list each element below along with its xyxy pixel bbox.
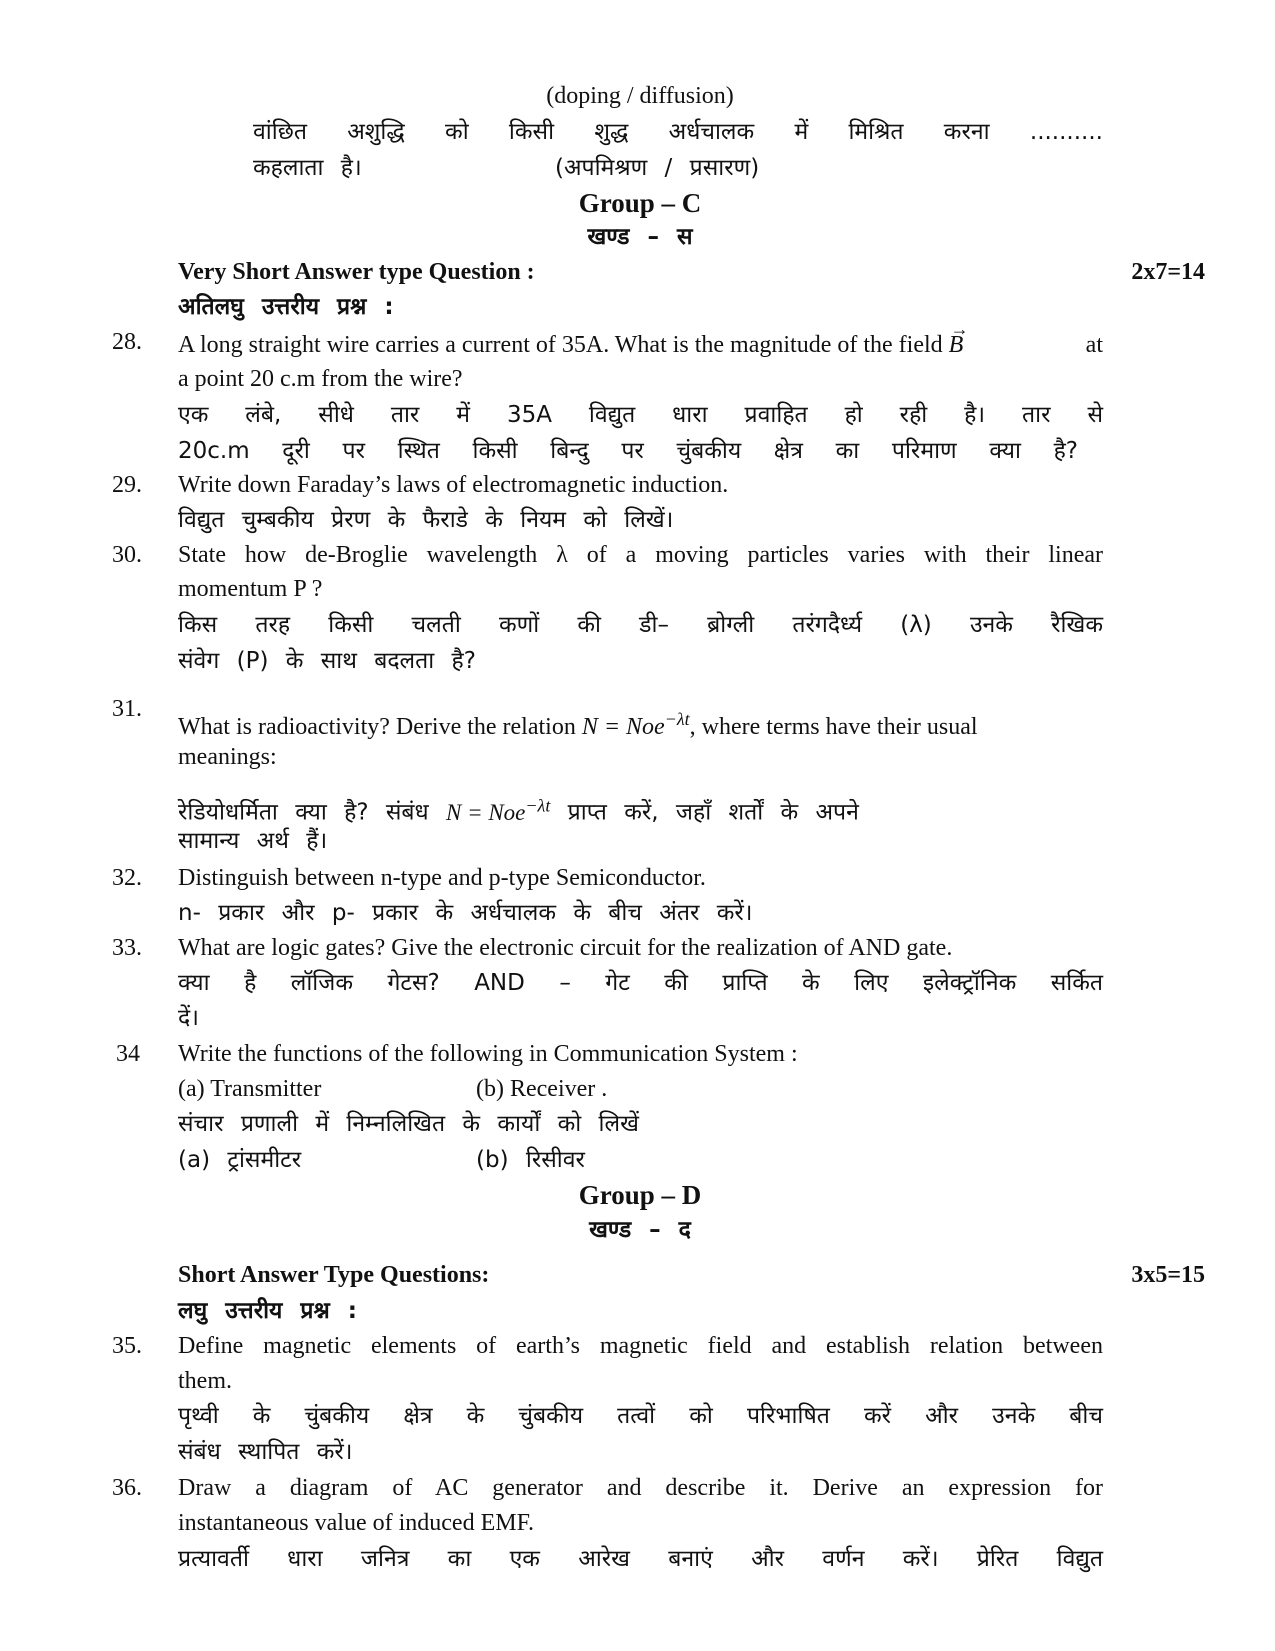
q28-hi-line-2: 20c.m दूरी पर स्थित किसी बिन्दु पर चुंबकीय क्षेत्र का परिमाण क्या है?	[178, 438, 1078, 464]
group-c-heading: Very Short Answer type Question :	[178, 259, 535, 285]
q34-option-b: (b) Receiver .	[476, 1076, 608, 1102]
group-c-heading-hindi: अतिलघु उत्तरीय प्रश्न :	[178, 294, 394, 320]
field-symbol: → B	[948, 319, 969, 358]
q28-en-text: A long straight wire carries a current of 35A. What is the magnitude of the field	[178, 332, 943, 358]
q34-hi-option-a: (a) ट्रांसमीटर	[178, 1147, 302, 1173]
q35-en-line-2: them.	[178, 1368, 232, 1394]
q34-hi: संचार प्रणाली में निम्नलिखित के कार्यों को लिखें	[178, 1111, 639, 1137]
q28-en-line-2: a point 20 c.m from the wire?	[178, 366, 463, 392]
group-c-marks: 2x7=14	[1131, 259, 1205, 285]
decay-formula: N = Noe$^{-\lambda t}$	[581, 709, 690, 740]
group-d-marks: 3x5=15	[1131, 1262, 1205, 1288]
group-d-title-hindi: खण्ड – द	[589, 1217, 691, 1243]
q35-en-line-1: Define magnetic elements of earth’s magnetic field and establish relation between	[178, 1333, 1103, 1359]
options-en: (doping / diffusion)	[546, 83, 734, 109]
top-hindi-line-1: वांछित अशुद्धि को किसी शुद्ध अर्धचालक में मिश्रित करना ..........	[253, 119, 1103, 145]
question-number: 32.	[112, 865, 142, 891]
q35-hi-line-2: संबंध स्थापित करें।	[178, 1439, 353, 1465]
q33-en: What are logic gates? Give the electronic circuit for the realization of AND gate.	[178, 935, 953, 961]
question-number: 36.	[112, 1475, 142, 1501]
q29-en: Write down Faraday’s laws of electromagnetic induction.	[178, 472, 729, 498]
q34-en: Write the functions of the following in Communication System :	[178, 1041, 798, 1067]
q33-hi-line-1: क्या है लॉजिक गेटस? AND – गेट की प्राप्ति के लिए इलेक्ट्रॉनिक सर्कित	[178, 970, 1103, 996]
question-number: 34	[116, 1041, 140, 1067]
q31-hi-text-2: प्राप्त करें, जहाँ शर्तों के अपने	[567, 799, 859, 826]
question-number: 29.	[112, 472, 142, 498]
group-c-title: Group – C	[578, 188, 702, 218]
top-hindi-line-2b: (अपमिश्रण / प्रसारण)	[555, 155, 760, 181]
question-number: 28.	[112, 329, 142, 355]
q35-hi-line-1: पृथ्वी के चुंबकीय क्षेत्र के चुंबकीय तत्वों को परिभाषित करें और उनके बीच	[178, 1403, 1103, 1429]
question-number: 33.	[112, 935, 142, 961]
q31-en-text: What is radioactivity? Derive the relation	[178, 714, 576, 740]
q31-hi-text: रेडियोधर्मिता क्या है? संबंध	[178, 799, 429, 826]
q30-en-line-1: State how de-Broglie wavelength λ of a moving particles varies with their linear	[178, 542, 1103, 568]
q28-en-line-1	[178, 319, 1103, 360]
q32-en: Distinguish between n-type and p-type Semiconductor.	[178, 865, 706, 891]
q28-en-at: at	[1085, 332, 1103, 358]
q31-en-line-1	[178, 704, 1103, 742]
question-number: 35.	[112, 1333, 142, 1359]
top-hindi-line-2a: कहलाता है।	[253, 155, 362, 181]
question-number: 30.	[112, 542, 142, 568]
q36-en-line-1: Draw a diagram of AC generator and describe it. Derive an expression for	[178, 1475, 1103, 1501]
q34-hi-option-b: (b) रिसीवर	[476, 1147, 585, 1173]
group-d-heading-hindi: लघु उत्तरीय प्रश्न :	[178, 1298, 357, 1324]
q29-hi: विद्युत चुम्बकीय प्रेरण के फैराडे के नियम को लिखें।	[178, 507, 674, 533]
q31-en-line-2: meanings:	[178, 744, 277, 770]
group-c-title-hindi: खण्ड – स	[587, 224, 693, 250]
q30-hi-line-1: किस तरह किसी चलती कणों की डी– ब्रोग्ली तरंगदैर्ध्य (λ) उनके रैखिक	[178, 612, 1103, 638]
q31-hi-line-1	[178, 790, 1103, 828]
q36-en-line-2: instantaneous value of induced EMF.	[178, 1510, 535, 1536]
q33-hi-line-2: दें।	[178, 1005, 199, 1031]
group-d-heading: Short Answer Type Questions:	[178, 1262, 490, 1288]
q28-hi-line-1: एक लंबे, सीधे तार में 35A विद्युत धारा प्रवाहित हो रही है। तार से	[178, 402, 1103, 428]
q30-en-line-2: momentum P ?	[178, 576, 323, 602]
q34-option-a: (a) Transmitter	[178, 1076, 322, 1102]
decay-formula-hi: N = Noe$^{-\lambda t}$	[445, 795, 551, 825]
group-d-title: Group – D	[578, 1180, 702, 1210]
question-number: 31.	[112, 696, 142, 722]
q36-hi-line-1: प्रत्यावर्ती धारा जनित्र का एक आरेख बनाएं और वर्णन करें। प्रेरित विद्युत	[178, 1546, 1103, 1572]
q31-en-text-2: , where terms have their usual	[689, 714, 978, 740]
q31-hi-line-2: सामान्य अर्थ हैं।	[178, 828, 328, 854]
q32-hi: n- प्रकार और p- प्रकार के अर्धचालक के बीच अंतर करें।	[178, 900, 753, 926]
q30-hi-line-2: संवेग (P) के साथ बदलता है?	[178, 648, 476, 674]
